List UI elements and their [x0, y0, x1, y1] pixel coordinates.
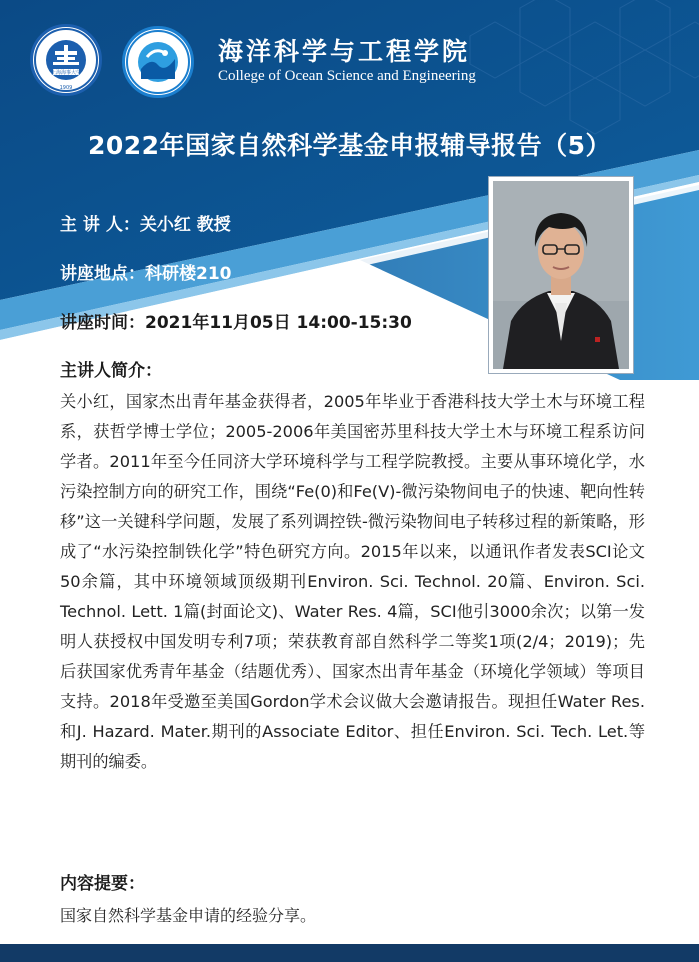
speaker-line: 主 讲 人：关小红 教授	[60, 215, 231, 235]
college-logo	[122, 26, 194, 98]
college-name-en: College of Ocean Science and Engineering	[218, 68, 476, 84]
content-heading: 内容提要：	[60, 874, 145, 894]
bio-text: 关小红，国家杰出青年基金获得者，2005年毕业于香港科技大学土木与环境工程系，获哲学博士学位；2005-2006年美国密苏里科技大学土木与环境工程系访问学者。2011年至今任同济大学环境科学与工程学院教授。主要从事环境化学，水污染控制方向的研究工作，围绕“Fe(0)和Fe(V)-微污染物间电子的快速、靶向性转移”这一关键科学问题，发展了系列调控铁-微污染物间电子转移过程的新策略，形成了“水污染控制铁化学”特色研究方向。2015年以来，以通讯作者发表SCI论文50余篇，其中环境领域顶级期刊Environ. Sci. Technol. 20篇、Environ. Sci. Technol. Lett. 1篇(封面论文)、Water Res. 4篇，SCI他引3000余次；以第一发明人获授权中国发明专利7项；荣获教育部自然科学二等奖1项(2/4；2019)；先后获国家优秀青年基金（结题优秀）、国家杰出青年基金（环境化学领域）等项目支持。2018年受邀至美国Gordon学术会议做大会邀请报告。现担任Water Res. 和J. Hazard. Mater.期刊的Associate Editor、担任Environ. Sci. Tech. Let.等期刊的编委。	[60, 392, 645, 771]
time-line: 讲座时间：2021年11月05日 14:00-15:30	[60, 313, 412, 333]
content-text: 国家自然科学基金申请的经验分享。	[60, 906, 317, 925]
speaker-photo	[488, 176, 634, 374]
footer-bar	[0, 944, 699, 962]
page-title: 2022年国家自然科学基金申报辅导报告（5）	[88, 131, 611, 160]
logo-cn-text: 上海海事大学	[50, 70, 82, 76]
college-name-cn: 海洋科学与工程学院	[218, 37, 471, 66]
logo-year: 1909	[59, 85, 73, 91]
bio-heading: 主讲人简介：	[60, 361, 162, 381]
location-line: 讲座地点：科研楼210	[60, 264, 232, 284]
university-logo	[30, 24, 102, 96]
